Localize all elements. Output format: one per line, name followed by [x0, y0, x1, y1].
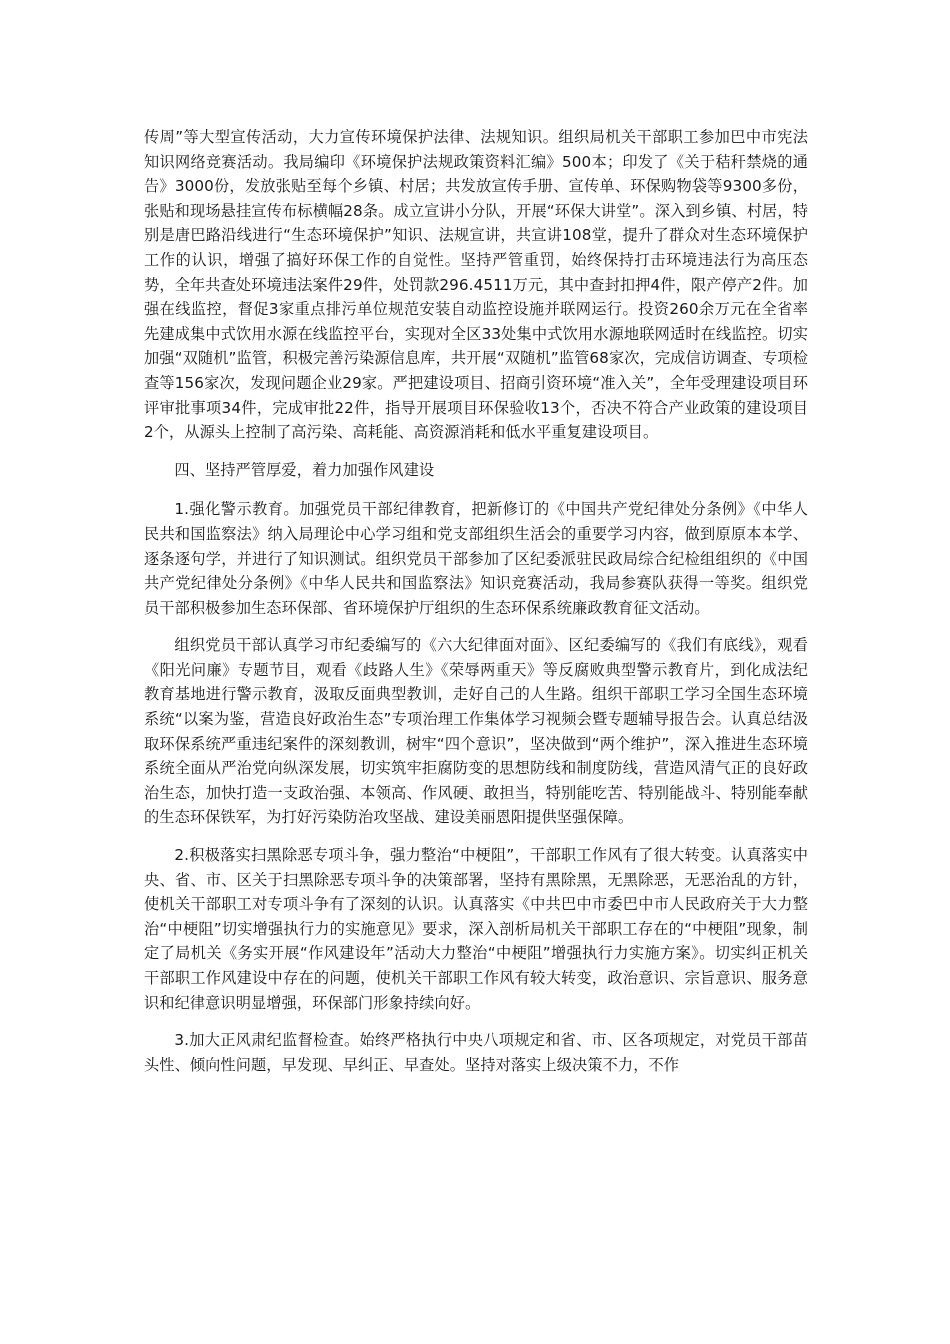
paragraph-study-discipline: 组织党员干部认真学习市纪委编写的《六大纪律面对面》、区纪委编写的《我们有底线》，观看《阳光问廉》专题节目，观看《歧路人生》《荣辱两重天》等反腐败典型警示教育片，到化成法纪教育基地进行警示教育，汲取反面典型教训，走好自己的人生路。组织干部职工学习全国生态环境系统“以案为鉴，营造良好政治生态”专项治理工作集体学习视频会暨专题辅导报告会。认真总结汲取环保系统严重违纪案件的深刻教训，树牢“四个意识”，坚决做到“两个维护”，深入推进生态环境系统全面从严治党向纵深发展，切实筑牢拒腐防变的思想防线和制度防线，营造风清气正的良好政治生态，加快打造一支政治强、本领高、作风硬、敢担当，特别能吃苦、特别能战斗、特别能奉献的生态环保铁军，为打好污染防治攻坚战、建设美丽恩阳提供坚强保障。	[144, 636, 808, 827]
paragraph-supervision-inspection: 3.加大正风肃纪监督检查。始终严格执行中央八项规定和省、市、区各项规定，对党员干部苗头性、倾向性问题，早发现、早纠正、早查处。坚持对落实上级决策不力，不作	[144, 1031, 808, 1074]
paragraph-warning-education: 1.强化警示教育。加强党员干部纪律教育，把新修订的《中国共产党纪律处分条例》《中华人民共和国监察法》纳入局理论中心学习组和党支部组织生活会的重要学习内容，做到原原本本学、逐条逐句学，并进行了知识测试。组织党员干部参加了区纪委派驻民政局综合纪检组组织的《中国共产党纪律处分条例》《中华人民共和国监察法》知识竞赛活动，我局参赛队获得一等奖。组织党员干部积极参加生态环保部、省环境保护厅组织的生态环保系统廉政教育征文活动。	[144, 500, 808, 617]
paragraph-anti-gang-campaign: 2.积极落实扫黑除恶专项斗争，强力整治“中梗阻”，干部职工作风有了很大转变。认真落实中央、省、市、区关于扫黑除恶专项斗争的决策部署，坚持有黑除黑，无黑除恶，无恶治乱的方针，使机关干部职工对专项斗争有了深刻的认识。认真落实《中共巴中市委巴中市人民政府关于大力整治“中梗阻”切实增强执行力的实施意见》要求，深入剖析局机关干部职工存在的“中梗阻”现象，制定了局机关《务实开展“作风建设年”活动大力整治“中梗阻”增强执行力实施方案》。切实纠正机关干部职工作风建设中存在的问题，使机关干部职工作风有较大转变，政治意识、宗旨意识、服务意识和纪律意识明显增强，环保部门形象持续向好。	[144, 846, 808, 1012]
document-body	[144, 125, 808, 1090]
paragraph-publicity-enforcement: 传周”等大型宣传活动，大力宣传环境保护法律、法规知识。组织局机关干部职工参加巴中市宪法知识网络竞赛活动。我局编印《环境保护法规政策资料汇编》500本；印发了《关于秸秆禁烧的通告》3000份，发放张贴至每个乡镇、村居；共发放宣传手册、宣传单、环保购物袋等9300多份，张贴和现场悬挂宣传布标横幅28条。成立宣讲小分队，开展“环保大讲堂”。深入到乡镇、村居，特别是唐巴路沿线进行“生态环境保护”知识、法规宣讲，共宣讲108堂，提升了群众对生态环境保护工作的认识，增强了搞好环保工作的自觉性。坚持严管重罚，始终保持打击环境违法行为高压态势，全年共查处环境违法案件29件，处罚款296.4511万元，其中查封扣押4件，限产停产2件。加强在线监控，督促3家重点排污单位规范安装自动监控设施并联网运行。投资260余万元在全省率先建成集中式饮用水源在线监控平台，实现对全区33处集中式饮用水源地联网适时在线监控。切实加强“双随机”监管，积极完善污染源信息库，共开展“双随机”监管68家次，完成信访调查、专项检查等156家次，发现问题企业29家。严把建设项目、招商引资环境“准入关”，全年受理建设项目环评审批事项34件，完成审批22件，指导开展项目环保验收13个，否决不符合产业政策的建设项目2个，从源头上控制了高污染、高耗能、高资源消耗和低水平重复建设项目。	[144, 128, 808, 442]
section-heading-four: 四、坚持严管厚爱，着力加强作风建设	[174, 460, 435, 479]
